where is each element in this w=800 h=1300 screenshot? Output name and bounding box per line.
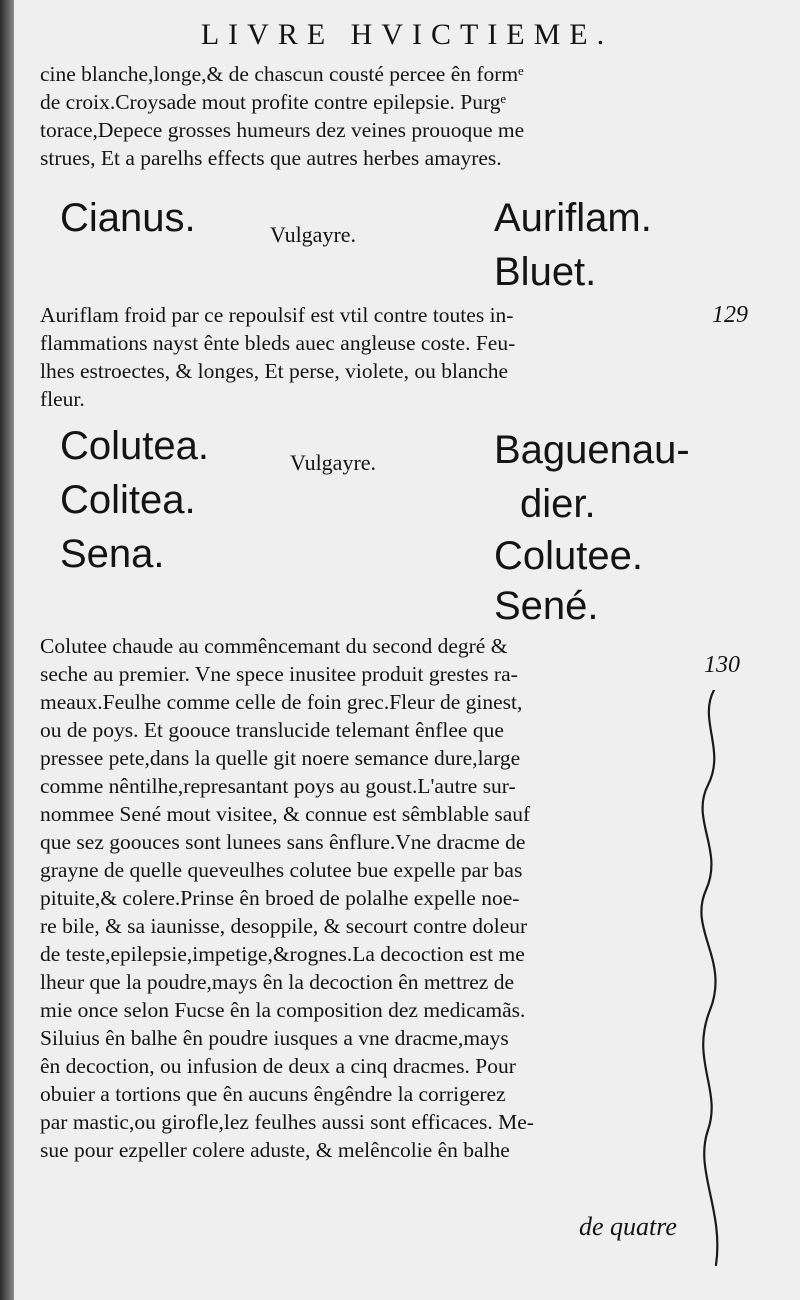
- text-line: de teste,epilepsie,impetige,&rognes.La decoction est me: [40, 942, 525, 966]
- running-title: LIVRE HVICTIEME.: [200, 18, 614, 51]
- margin-number: 129: [712, 302, 748, 328]
- text-line: Siluius ên balhe ên poudre iusques a vne dracme,mays: [40, 1026, 509, 1050]
- text-line: nommee Sené mout visitee, & connue est sêmblable sauf: [40, 802, 531, 826]
- text-line: sue pour ezpeller colere aduste, & melêncolie ên balhe: [40, 1138, 510, 1162]
- handwritten-margin-stroke: [694, 690, 744, 1270]
- latin-term: Cianus.: [60, 196, 196, 240]
- text-line: torace,Depece grosses humeurs dez veines prouoque me: [40, 118, 525, 142]
- text-line: seche au premier. Vne spece inusitee produit grestes ra-: [40, 662, 518, 686]
- text-line: par mastic,ou girofle,lez feulhes aussi sont efficaces. Me-: [40, 1110, 534, 1134]
- text-line: flammations nayst ênte bleds auec angleuse coste. Feu-: [40, 331, 516, 355]
- vernacular-term: Colutee.: [494, 534, 643, 578]
- text-line: Auriflam froid par ce repoulsif est vtil contre toutes in-: [40, 303, 514, 327]
- text-line: que sez goouces sont lunees sans ênflure.Vne dracme de: [40, 830, 526, 854]
- latin-term: Colitea.: [60, 478, 196, 522]
- vulgayre-label: Vulgayre.: [270, 222, 357, 247]
- catchword: de quatre: [579, 1212, 677, 1241]
- paragraph-auriflam: [40, 301, 700, 413]
- text-line: mie once selon Fucse ên la composition dez medicamãs.: [40, 998, 526, 1022]
- text-line: grayne de quelle queveulhes colutee bue expelle par bas: [40, 858, 523, 882]
- text-line: lhes estroectes, & longes, Et perse, violete, ou blanche: [40, 359, 509, 383]
- text-line: cine blanche,longe,& de chascun cousté percee ên formᵉ: [40, 62, 524, 86]
- vernacular-term: Auriflam.: [494, 196, 652, 240]
- text-line: Colutee chaude au commêncemant du second degré &: [40, 634, 508, 658]
- book-page: [14, 0, 800, 1300]
- paragraph-colutee: [40, 632, 700, 1164]
- page-gutter-shadow: [0, 0, 14, 1300]
- text-line: de croix.Croysade mout profite contre epilepsie. Purgᵉ: [40, 90, 507, 114]
- text-line: ou de poys. Et goouce translucide telemant ênflee que: [40, 718, 504, 742]
- text-line: ên decoction, ou infusion de deux a cinq dracmes. Pour: [40, 1054, 516, 1078]
- text-line: fleur.: [40, 387, 85, 411]
- text-line: comme nêntilhe,represantant poys au goust.L'autre sur-: [40, 774, 516, 798]
- vernacular-term: dier.: [520, 482, 596, 526]
- text-line: strues, Et a parelhs effects que autres herbes amayres.: [40, 146, 502, 170]
- text-line: obuier a tortions que ên aucuns êngêndre la corrigerez: [40, 1082, 506, 1106]
- vernacular-term: Sené.: [494, 584, 599, 628]
- text-line: pressee pete,dans la quelle git noere semance dure,large: [40, 746, 521, 770]
- vernacular-term: Bluet.: [494, 250, 597, 294]
- text-line: lheur que la poudre,mays ên la decoction ên mettrez de: [40, 970, 514, 994]
- margin-number: 130: [704, 652, 740, 678]
- latin-term: Sena.: [60, 532, 165, 576]
- paragraph-intro: [40, 60, 700, 172]
- text-line: pituite,& colere.Prinse ên broed de polalhe expelle noe-: [40, 886, 520, 910]
- text-line: re bile, & sa iaunisse, desoppile, & secourt contre doleur: [40, 914, 528, 938]
- text-line: meaux.Feulhe comme celle de foin grec.Fleur de ginest,: [40, 690, 523, 714]
- latin-term: Colutea.: [60, 424, 209, 468]
- vulgayre-label: Vulgayre.: [290, 450, 377, 475]
- vernacular-term: Baguenau-: [494, 428, 690, 472]
